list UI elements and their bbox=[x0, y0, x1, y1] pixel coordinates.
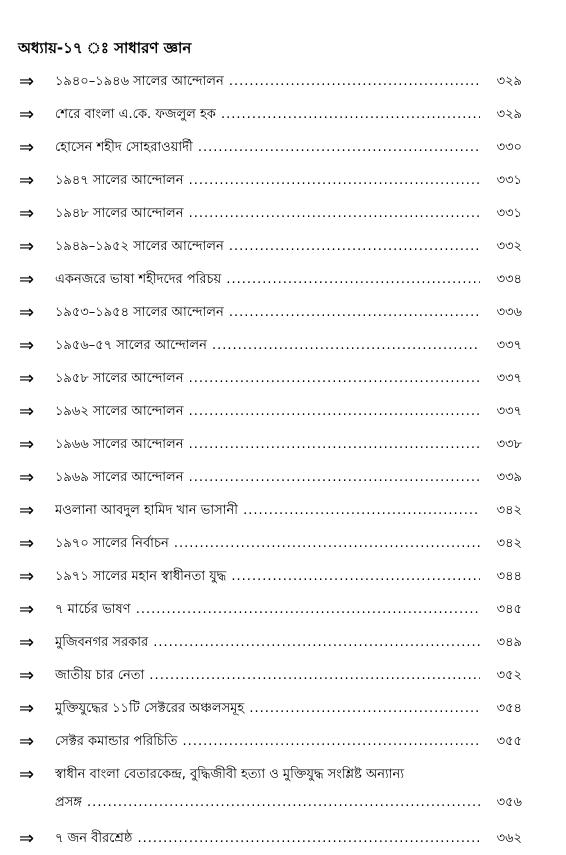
entry-title: মুজিবনগর সরকার ..... bbox=[55, 631, 480, 655]
toc-row bbox=[0, 301, 566, 325]
entry-title: ১৯৬২ সালের আন্দোলন ..... bbox=[55, 400, 480, 424]
toc-row bbox=[0, 598, 566, 622]
arrow-icon: ⇒ bbox=[19, 203, 35, 224]
page-number: ৩৪২ bbox=[496, 503, 522, 518]
page-number: ৩৫৪ bbox=[496, 701, 522, 716]
page-number: ৩৩৭ bbox=[496, 404, 522, 419]
toc-row bbox=[0, 466, 566, 490]
toc-row-multiline bbox=[0, 763, 566, 815]
entry-title: ৭ মার্চের ভাষণ ..... bbox=[55, 598, 480, 622]
arrow-icon: ⇒ bbox=[19, 533, 35, 554]
entry-title: ১৯৪০–১৯৪৬ সালের আন্দোলন ..... bbox=[55, 70, 480, 94]
page-number: ৩৪২ bbox=[496, 536, 522, 551]
toc-row bbox=[0, 268, 566, 292]
entry-title: সেক্টর কমান্ডার পরিচিতি ..... bbox=[55, 730, 480, 754]
toc-row bbox=[0, 664, 566, 688]
toc-row bbox=[0, 697, 566, 721]
entry-title: ১৯৫৩–১৯৫৪ সালের আন্দোলন ..... bbox=[55, 301, 480, 325]
entry-title: ১৯৫৮ সালের আন্দোলন ..... bbox=[55, 367, 480, 391]
arrow-icon: ⇒ bbox=[19, 764, 35, 785]
page-number: ৩২৯ bbox=[496, 107, 522, 122]
page-number: ৩৩১ bbox=[496, 206, 522, 221]
toc-row bbox=[0, 499, 566, 523]
entry-title: ৭ জন বীরশ্রেষ্ঠ ..... bbox=[55, 827, 480, 851]
entry-title: ১৯৫৬–৫৭ সালের আন্দোলন ..... bbox=[55, 334, 480, 358]
toc-row bbox=[0, 433, 566, 457]
entry-title-line-2: প্রসঙ্গ ..... bbox=[55, 791, 480, 815]
entry-title: ১৯৪৯–১৯৫২ সালের আন্দোলন ..... bbox=[55, 235, 480, 259]
entry-title: ১৯৭০ সালের নির্বাচন ..... bbox=[55, 532, 480, 556]
page-number: ৩৩৭ bbox=[496, 338, 522, 353]
entry-title: হোসেন শহীদ সোহরাওয়ার্দী ..... bbox=[55, 136, 480, 160]
toc-row bbox=[0, 730, 566, 754]
page-number: ৩৫৫ bbox=[496, 734, 522, 749]
arrow-icon: ⇒ bbox=[19, 269, 35, 290]
arrow-icon: ⇒ bbox=[19, 137, 35, 158]
entry-title: ১৯৭১ সালের মহান স্বাধীনতা যুদ্ধ ..... bbox=[55, 565, 480, 589]
page-number: ৩৩৬ bbox=[496, 305, 522, 320]
page-number: ৩৩১ bbox=[496, 173, 522, 188]
page-number: ৩২৯ bbox=[496, 74, 522, 89]
entry-title-line-1: স্বাধীন বাংলা বেতারকেন্দ্র, বুদ্ধিজীবী হত্যা ও মুক্তিযুদ্ধ সংশ্লিষ্ট অন্যান্য bbox=[55, 767, 405, 782]
arrow-icon: ⇒ bbox=[19, 368, 35, 389]
page-number: ৩৩৯ bbox=[496, 470, 522, 485]
toc-row bbox=[0, 631, 566, 655]
page-number: ৩৩২ bbox=[496, 239, 522, 254]
page-number: ৩৩০ bbox=[496, 140, 522, 155]
toc-row bbox=[0, 334, 566, 358]
entry-title: ১৯৬৯ সালের আন্দোলন ..... bbox=[55, 466, 480, 490]
arrow-icon: ⇒ bbox=[19, 335, 35, 356]
entry-title: ১৯৪৭ সালের আন্দোলন ..... bbox=[55, 169, 480, 193]
arrow-icon: ⇒ bbox=[19, 566, 35, 587]
arrow-icon: ⇒ bbox=[19, 731, 35, 752]
page-number: ৩৬২ bbox=[496, 831, 522, 846]
page-number: ৩৩৭ bbox=[496, 371, 522, 386]
entry-title: মুক্তিযুদ্ধের ১১টি সেক্টরের অঞ্চলসমূহ ..... bbox=[55, 697, 480, 721]
toc-row bbox=[0, 136, 566, 160]
page-number: ৩৪৪ bbox=[496, 569, 522, 584]
arrow-icon: ⇒ bbox=[19, 401, 35, 422]
entry-title: ১৯৪৮ সালের আন্দোলন ..... bbox=[55, 202, 480, 226]
arrow-icon: ⇒ bbox=[19, 467, 35, 488]
arrow-icon: ⇒ bbox=[19, 698, 35, 719]
page-number: ৩৫২ bbox=[496, 668, 522, 683]
arrow-icon: ⇒ bbox=[19, 665, 35, 686]
arrow-icon: ⇒ bbox=[19, 170, 35, 191]
entry-title: জাতীয় চার নেতা ..... bbox=[55, 664, 480, 688]
arrow-icon: ⇒ bbox=[19, 632, 35, 653]
page-number: ৩৩৪ bbox=[496, 272, 522, 287]
entry-title: একনজরে ভাষা শহীদদের পরিচয় ..... bbox=[55, 268, 480, 292]
page-number: ৩৫৬ bbox=[496, 795, 522, 810]
arrow-icon: ⇒ bbox=[19, 71, 35, 92]
arrow-icon: ⇒ bbox=[19, 500, 35, 521]
arrow-icon: ⇒ bbox=[19, 104, 35, 125]
arrow-icon: ⇒ bbox=[19, 599, 35, 620]
arrow-icon: ⇒ bbox=[19, 828, 35, 849]
toc-row bbox=[0, 532, 566, 556]
entry-title: মওলানা আবদুল হামিদ খান ভাসানী ..... bbox=[55, 499, 480, 523]
page-number: ৩৪৯ bbox=[496, 635, 522, 650]
chapter-heading: অধ্যায়-১৭ ঃ সাধারণ জ্ঞান bbox=[18, 39, 192, 57]
page-number: ৩৩৮ bbox=[496, 437, 522, 452]
page-number: ৩৪৫ bbox=[496, 602, 522, 617]
toc-row bbox=[0, 202, 566, 226]
toc-row bbox=[0, 367, 566, 391]
toc-row bbox=[0, 235, 566, 259]
arrow-icon: ⇒ bbox=[19, 236, 35, 257]
toc-row bbox=[0, 827, 566, 851]
toc-row bbox=[0, 70, 566, 94]
toc-row bbox=[0, 400, 566, 424]
toc-row bbox=[0, 169, 566, 193]
arrow-icon: ⇒ bbox=[19, 302, 35, 323]
entry-title: ১৯৬৬ সালের আন্দোলন ..... bbox=[55, 433, 480, 457]
entry-title: শেরে বাংলা এ.কে. ফজলুল হক ..... bbox=[55, 103, 480, 127]
arrow-icon: ⇒ bbox=[19, 434, 35, 455]
toc-row bbox=[0, 103, 566, 127]
toc-row bbox=[0, 565, 566, 589]
